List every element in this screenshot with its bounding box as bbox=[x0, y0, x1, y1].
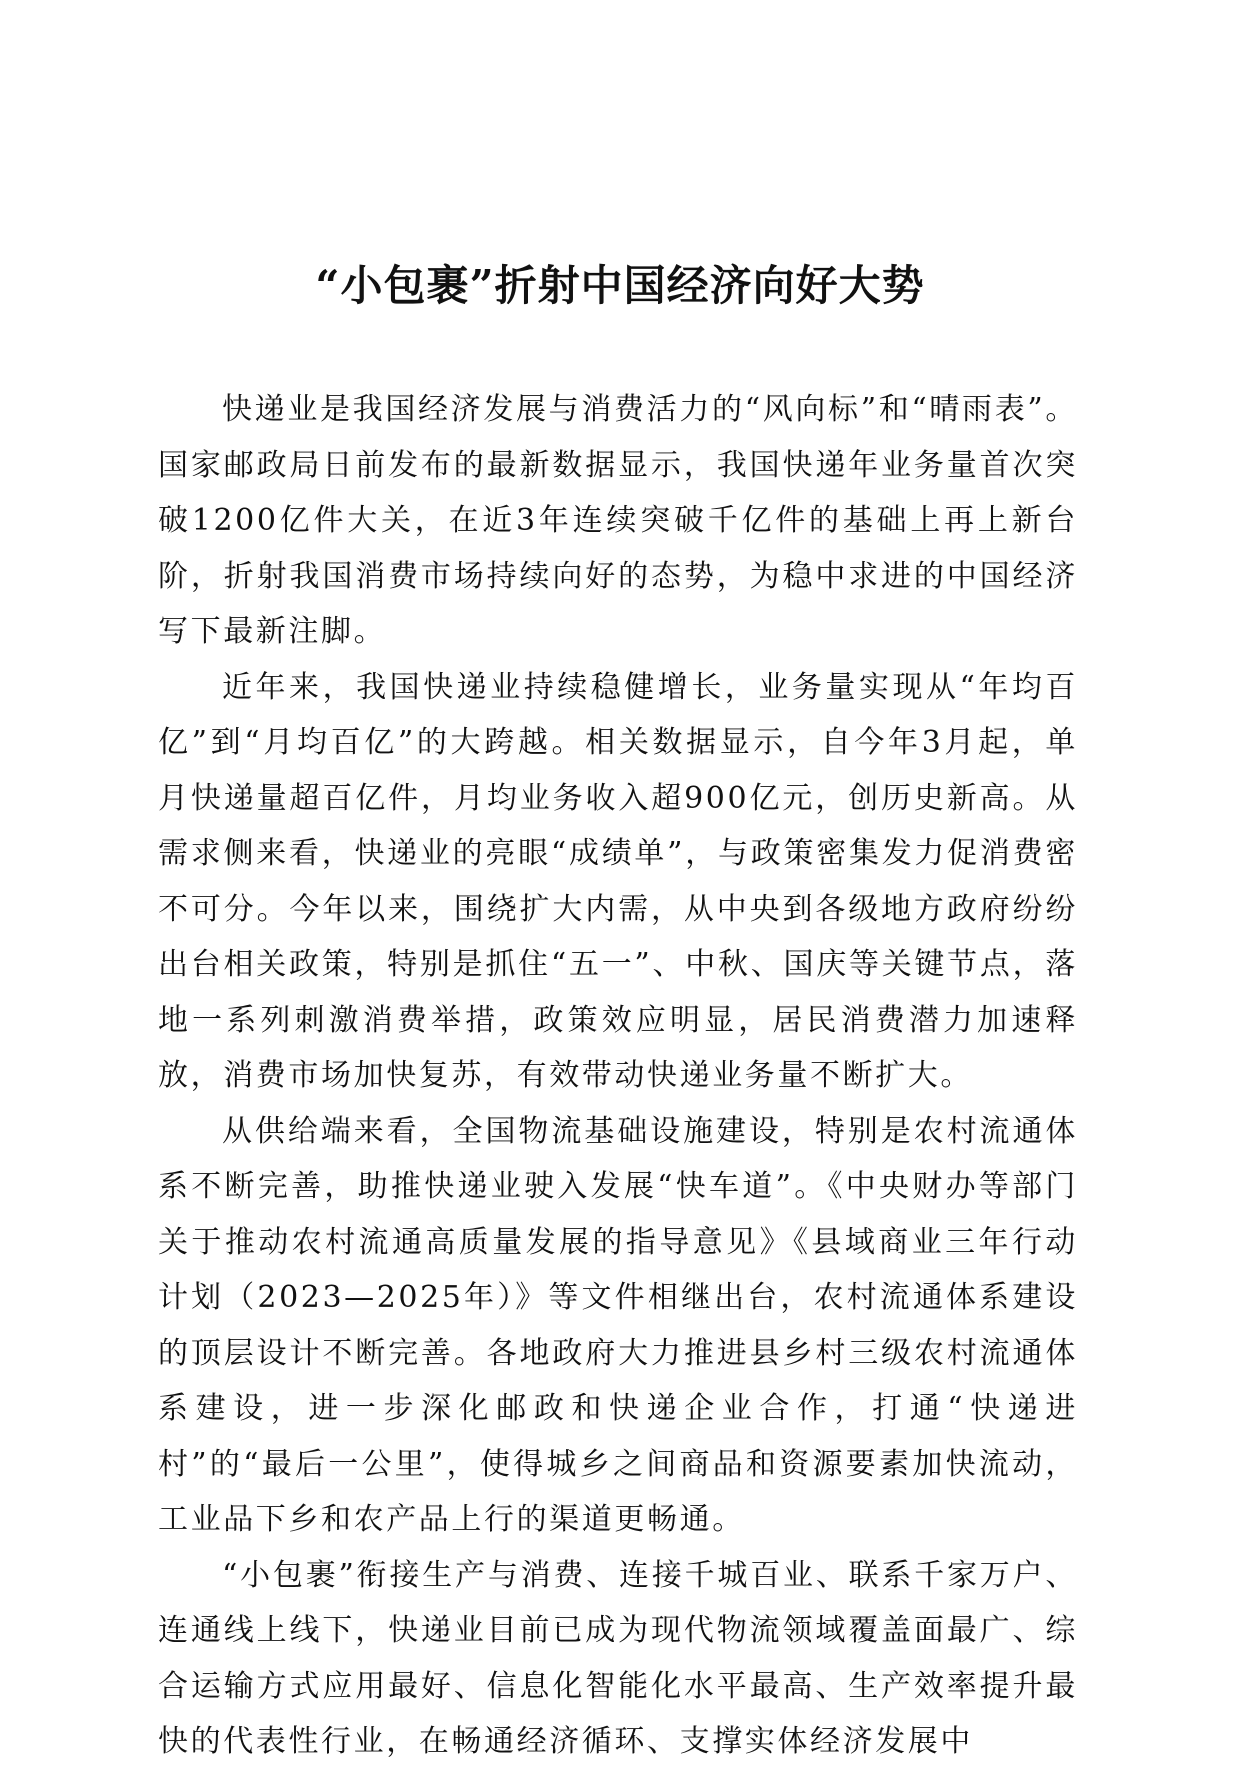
article-body bbox=[158, 382, 1078, 1770]
paragraph-3: 从供给端来看，全国物流基础设施建设，特别是农村流通体系不断完善，助推快递业驶入发展“快车道”。《中央财办等部门关于推动农村流通高质量发展的指导意见》《县域商业三年行动计划（2023—2025年）》等文件相继出台，农村流通体系建设的顶层设计不断完善。各地政府大力推进县乡村三级农村流通体系建设，进一步深化邮政和快递企业合作，打通“快递进村”的“最后一公里”，使得城乡之间商品和资源要素加快流动，工业品下乡和农产品上行的渠道更畅通。 bbox=[158, 1113, 1078, 1537]
paragraph-2: 近年来，我国快递业持续稳健增长，业务量实现从“年均百亿”到“月均百亿”的大跨越。相关数据显示，自今年3月起，单月快递量超百亿件，月均业务收入超900亿元，创历史新高。从需求侧来看，快递业的亮眼“成绩单”，与政策密集发力促消费密不可分。今年以来，围绕扩大内需，从中央到各级地方政府纷纷出台相关政策，特别是抓住“五一”、中秋、国庆等关键节点，落地一系列刺激消费举措，政策效应明显，居民消费潜力加速释放，消费市场加快复苏，有效带动快递业务量不断扩大。 bbox=[158, 669, 1078, 1093]
article-title: “小包裹”折射中国经济向好大势 bbox=[315, 261, 925, 310]
paragraph-1: 快递业是我国经济发展与消费活力的“风向标”和“晴雨表”。国家邮政局日前发布的最新数据显示，我国快递年业务量首次突破1200亿件大关，在近3年连续突破千亿件的基础上再上新台阶，折射我国消费市场持续向好的态势，为稳中求进的中国经济写下最新注脚。 bbox=[158, 392, 1078, 649]
paragraph-4: “小包裹”衔接生产与消费、连接千城百业、联系千家万户、连通线上线下，快递业目前已成为现代物流领域覆盖面最广、综合运输方式应用最好、信息化智能化水平最高、生产效率提升最快的代表性行业，在畅通经济循环、支撑实体经济发展中 bbox=[158, 1557, 1078, 1759]
